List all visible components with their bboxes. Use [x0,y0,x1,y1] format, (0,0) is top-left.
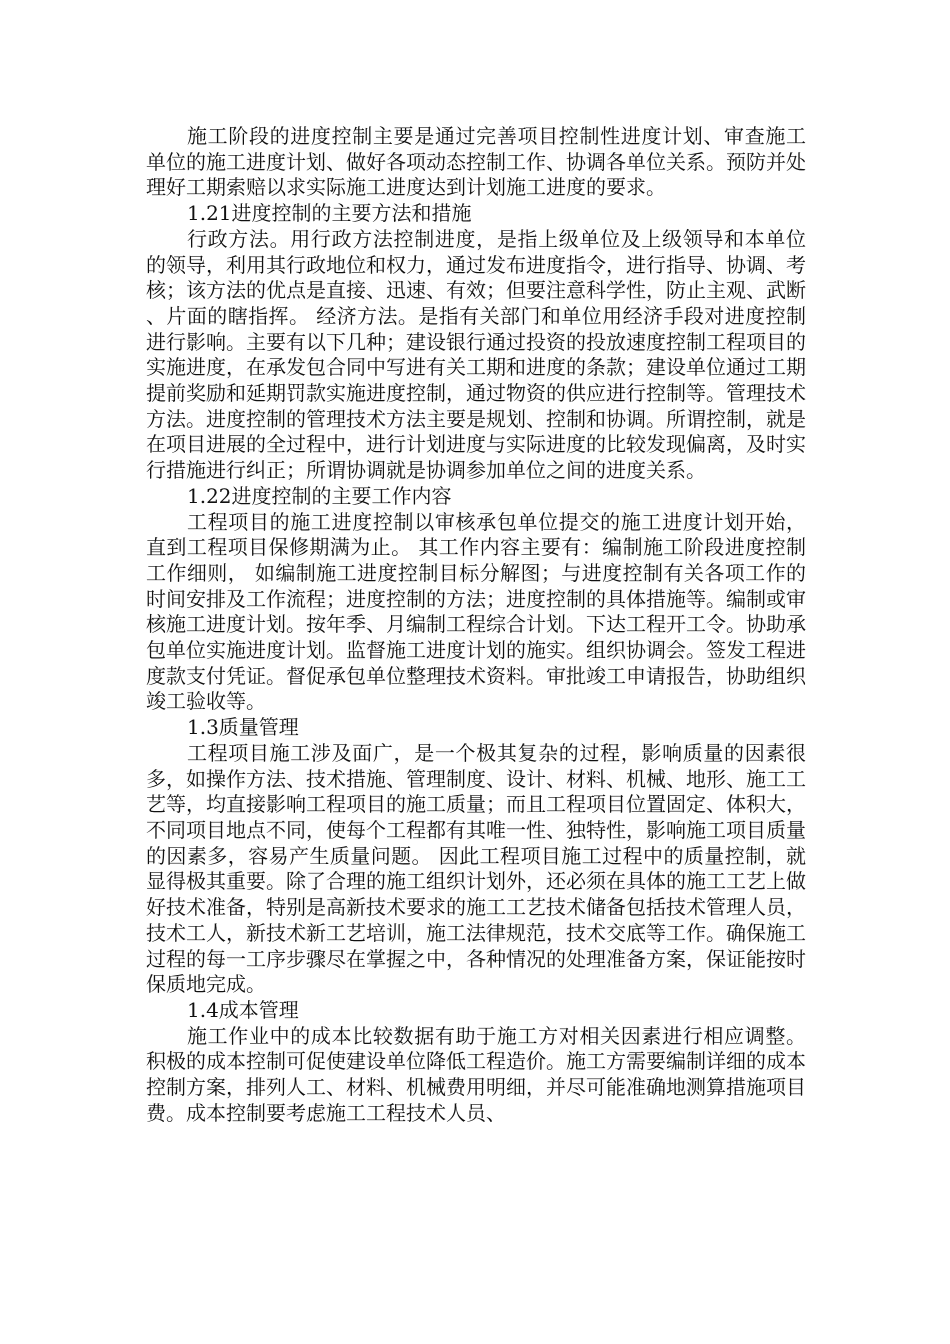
intro-paragraph: 施工阶段的进度控制主要是通过完善项目控制性进度计划、审查施工单位的施工进度计划、做好各项动态控制工作、协调各单位关系。预防并处理好工期索赔以求实际施工进度达到计划施工进度的要求。 [146,124,806,200]
progress-work-paragraph: 工程项目的施工进度控制以审核承包单位提交的施工进度计划开始，直到工程项目保修期满为止。 其工作内容主要有：编制施工阶段进度控制工作细则， 如编制施工进度控制目标分解图；与进度控制有关各项工作的时间安排及工作流程；进度控制的方法；进度控制的具体措施等。编制或审核施工进度计划。按年季、月编制工程综合计划。下达工程开工令。协助承包单位实施进度计划。监督施工进度计划的施实。组织协调会。签发工程进度款支付凭证。督促承包单位整理技术资料。审批竣工申请报告，协助组织竣工验收等。 [146,509,806,714]
section-heading-1-22: 1.22进度控制的主要工作内容 [187,483,452,508]
quality-paragraph: 工程项目施工涉及面广，是一个极其复杂的过程，影响质量的因素很多，如操作方法、技术措施、管理制度、设计、材料、机械、地形、施工工艺等，均直接影响工程项目的施工质量；而且工程项目位置固定、体积大，不同项目地点不同，使每个工程都有其唯一性、独特性，影响施工项目质量的因素多，容易产生质量问题。 因此工程项目施工过程中的质量控制，就显得极其重要。除了合理的施工组织计划外，还必须在具体的施工工艺上做好技术准备，特别是高新技术要求的施工工艺技术储备包括技术管理人员，技术工人，新技术新工艺培训，施工法律规范，技术交底等工作。确保施工过程的每一工序步骤尽在掌握之中，各种情况的处理准备方案，保证能按时保质地完成。 [146,740,806,997]
document-page [146,124,806,1126]
progress-methods-paragraph: 行政方法。用行政方法控制进度，是指上级单位及上级领导和本单位的领导，利用其行政地位和权力，通过发布进度指令，进行指导、协调、考核；该方法的优点是直接、迅速、有效；但要注意科学性，防止主观、武断、片面的瞎指挥。 经济方法。是指有关部门和单位用经济手段对进度控制进行影响。主要有以下几种；建设银行通过投资的投放速度控制工程项目的实施进度，在承发包合同中写进有关工期和进度的条款；建设单位通过工期提前奖励和延期罚款实施进度控制，通过物资的供应进行控制等。管理技术方法。进度控制的管理技术方法主要是规划、控制和协调。所谓控制，就是在项目进展的全过程中，进行计划进度与实际进度的比较发现偏离，及时实行措施进行纠正；所谓协调就是协调参加单位之间的进度关系。 [146,226,806,483]
cost-paragraph: 施工作业中的成本比较数据有助于施工方对相关因素进行相应调整。积极的成本控制可促使建设单位降低工程造价。施工方需要编制详细的成本控制方案，排列人工、材料、机械费用明细，并尽可能准确地测算措施项目费。成本控制要考虑施工工程技术人员、 [146,1023,806,1125]
section-heading-1-3: 1.3质量管理 [187,715,299,740]
section-heading-1-4: 1.4成本管理 [187,997,299,1022]
section-heading-1-21: 1.21进度控制的主要方法和措施 [187,201,472,226]
